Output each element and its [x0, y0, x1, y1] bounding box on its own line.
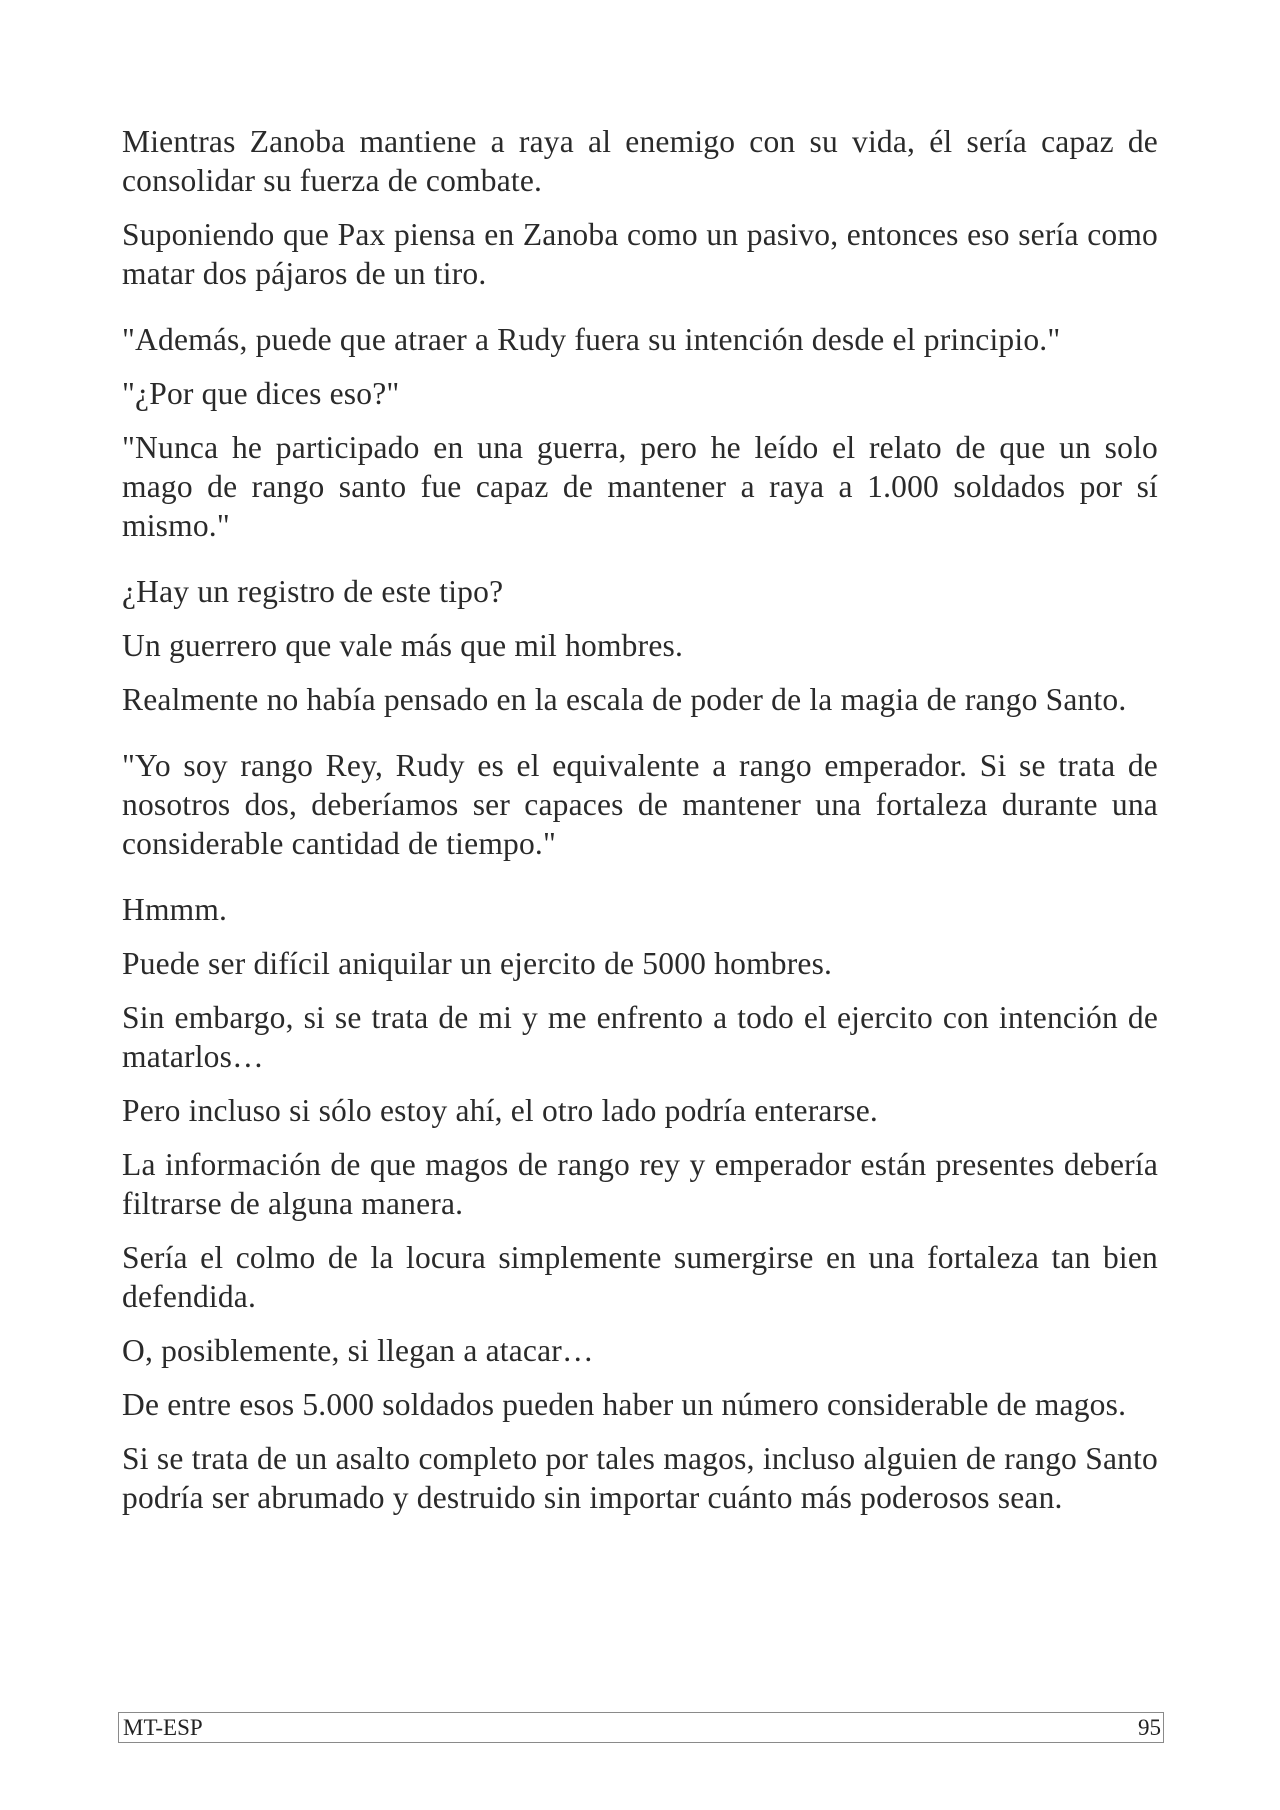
paragraph: "¿Por que dices eso?": [122, 376, 400, 411]
paragraph: Puede ser difícil aniquilar un ejercito de 5000 hombres.: [122, 946, 833, 981]
paragraph: Hmmm.: [122, 892, 228, 927]
page-number: 95: [1138, 1714, 1161, 1740]
paragraph: Pero incluso si sólo estoy ahí, el otro lado podría enterarse.: [122, 1093, 878, 1128]
paragraph: O, posiblemente, si llegan a atacar…: [122, 1333, 594, 1368]
paragraph: De entre esos 5.000 soldados pueden haber un número considerable de magos.: [122, 1387, 1127, 1422]
paragraph: La información de que magos de rango rey y emperador están presentes debería filtrarse de alguna manera.: [122, 1147, 1158, 1221]
footer-label: MT-ESP: [123, 1714, 203, 1740]
paragraph: ¿Hay un registro de este tipo?: [122, 574, 504, 609]
paragraph: Un guerrero que vale más que mil hombres.: [122, 628, 684, 663]
page-footer: [118, 1712, 1164, 1743]
paragraph: Suponiendo que Pax piensa en Zanoba como un pasivo, entonces eso sería como matar dos pájaros de un tiro.: [122, 217, 1158, 291]
paragraph: Realmente no había pensado en la escala de poder de la magia de rango Santo.: [122, 682, 1127, 717]
body-text: [122, 122, 1158, 1532]
paragraph: Sería el colmo de la locura simplemente sumergirse en una fortaleza tan bien defendida.: [122, 1240, 1158, 1314]
paragraph: Mientras Zanoba mantiene a raya al enemigo con su vida, él sería capaz de consolidar su fuerza de combate.: [122, 124, 1158, 198]
paragraph: "Nunca he participado en una guerra, pero he leído el relato de que un solo mago de rango santo fue capaz de mantener a raya a 1.000 soldados por sí mismo.": [122, 430, 1158, 543]
paragraph: Sin embargo, si se trata de mi y me enfrento a todo el ejercito con intención de matarlos…: [122, 1000, 1158, 1074]
paragraph: "Además, puede que atraer a Rudy fuera su intención desde el principio.": [122, 322, 1061, 357]
paragraph: "Yo soy rango Rey, Rudy es el equivalente a rango emperador. Si se trata de nosotros dos, deberíamos ser capaces de mantener una fortaleza durante una considerable cantidad de tiempo.": [122, 748, 1158, 861]
paragraph: Si se trata de un asalto completo por tales magos, incluso alguien de rango Santo podría ser abrumado y destruido sin importar cuánto más poderosos sean.: [122, 1441, 1158, 1515]
